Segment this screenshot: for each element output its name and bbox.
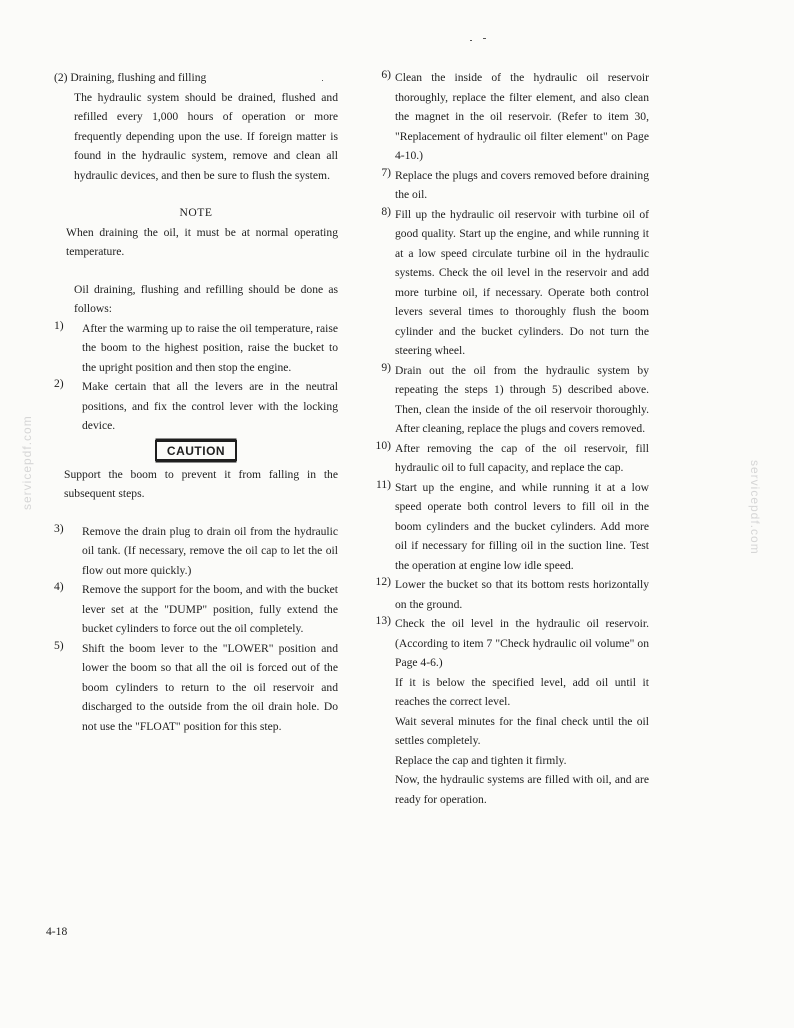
step-number: 2)	[54, 377, 64, 390]
step-text: Remove the drain plug to drain oil from the hydraulic oil tank. (If necessary, remove the oil cap to let the oil flow out more quickly.)	[82, 524, 338, 577]
note-title: NOTE	[179, 206, 213, 219]
step-item	[367, 478, 649, 576]
step-item	[54, 580, 338, 639]
step-text: Clean the inside of the hydraulic oil reservoir thoroughly, replace the filter element, and also clean the magnet in the oil reservoir. (Refer to item 30, "Replacement of hydraulic oil filter element" on Page 4-10.)	[395, 71, 649, 162]
step-13-line: Check the oil level in the hydraulic oil reservoir. (According to item 7 "Check hydraulic oil volume" on Page 4-6.)	[395, 617, 649, 669]
left-column	[54, 68, 338, 736]
step-text: Replace the plugs and covers removed before draining the oil.	[395, 168, 649, 201]
steps-list-b	[54, 522, 338, 737]
spacer	[54, 262, 338, 280]
step-item	[367, 575, 649, 614]
watermark-right: servicepdf.com	[748, 460, 762, 555]
step-number: 13)	[375, 614, 391, 627]
step-number: 10)	[375, 438, 391, 452]
step-number: 8)	[381, 204, 391, 218]
step-number: 11)	[375, 477, 391, 491]
step-13-line: Wait several minutes for the final check until the oil settles completely.	[395, 714, 649, 747]
step-13-line: If it is below the specified level, add oil until it reaches the correct level.	[395, 675, 649, 708]
step-text: Fill up the hydraulic oil reservoir with turbine oil of good quality. Start up the engine, and while running it at a low speed circulate turbine oil in the hydraulic systems. Check the oil level in the reservoir and add more turbine oil, if necessary. Operate both control levers several times to thoroughly flush the boom cylinder and the bucket cylinders. Do not turn the steering wheel.	[395, 207, 649, 357]
scan-speck	[483, 38, 486, 39]
steps-list-a	[54, 319, 338, 436]
step-text: Start up the engine, and while running it at a low speed operate both control levers to fill oil in the boom cylinders and the bucket cylinders. Add more oil if necessary for filling oil in the suction line. Test the operation at engine low idle speed.	[395, 480, 649, 572]
page-number: 4-18	[46, 925, 68, 938]
step-number: 5)	[54, 638, 64, 652]
step-text: Make certain that all the levers are in the neutral positions, and fix the control lever with the locking device.	[82, 380, 338, 432]
step-item	[54, 377, 338, 436]
watermark-left: servicepdf.com	[20, 415, 34, 510]
caution-banner	[54, 440, 338, 461]
step-text: After the warming up to raise the oil temperature, raise the boom to the highest position, raise the bucket to the upright position and then stop the engine.	[82, 321, 338, 374]
section-heading: (2) Draining, flushing and filling	[54, 71, 207, 84]
step-number: 1)	[54, 318, 64, 332]
caution-text: Support the boom to prevent it from falling in the subsequent steps.	[64, 467, 338, 500]
step-number: 7)	[381, 165, 391, 179]
step-item	[367, 166, 649, 205]
procedure-intro: Oil draining, flushing and refilling should be done as follows:	[74, 282, 338, 315]
step-item	[54, 639, 338, 737]
step-number: 6)	[381, 68, 391, 81]
step-text: Remove the support for the boom, and with the bucket lever set at the "DUMP" position, fully extend the bucket cylinders to force out the oil completely.	[82, 583, 338, 635]
step-item	[54, 319, 338, 378]
step-13-body	[395, 614, 649, 809]
step-item	[367, 68, 649, 166]
step-item	[367, 205, 649, 361]
step-text: Lower the bucket so that its bottom rests horizontally on the ground.	[395, 578, 649, 611]
step-item-13	[367, 614, 649, 809]
step-item	[367, 439, 649, 478]
scan-speck	[470, 40, 472, 41]
step-text: Shift the boom lever to the "LOWER" position and lower the boom so that all the oil is forced out of the boom cylinders to return to the oil reservoir and discharged to the outside from the oil drain hole. Do not use the "FLOAT" position for this step.	[82, 641, 338, 733]
note-text: When draining the oil, it must be at normal operating temperature.	[66, 225, 338, 258]
step-number: 4)	[54, 580, 64, 593]
step-number: 3)	[54, 521, 64, 535]
step-number: 9)	[381, 360, 391, 374]
step-13-line: Replace the cap and tighten it firmly.	[395, 753, 567, 767]
step-text: After removing the cap of the oil reservoir, fill hydraulic oil to full capacity, and replace the cap.	[395, 441, 649, 474]
right-column	[367, 68, 649, 809]
intro-paragraph: The hydraulic system should be drained, flushed and refilled every 1,000 hours of operation or more frequently depending upon the use. If foreign matter is found in the hydraulic system, remove and clean all hydraulic devices, and then be sure to flush the system.	[74, 90, 338, 182]
step-text: Drain out the oil from the hydraulic system by repeating the steps 1) through 5) described above. Then, clean the inside of the oil reservoir thoroughly. After cleaning, replace the plugs and covers removed.	[395, 363, 649, 435]
step-13-line: Now, the hydraulic systems are filled with oil, and are ready for operation.	[395, 773, 649, 806]
caution-label: CAUTION	[155, 440, 237, 461]
spacer	[54, 504, 338, 522]
step-number: 12)	[375, 575, 391, 588]
step-item	[367, 361, 649, 439]
step-item	[54, 522, 338, 581]
